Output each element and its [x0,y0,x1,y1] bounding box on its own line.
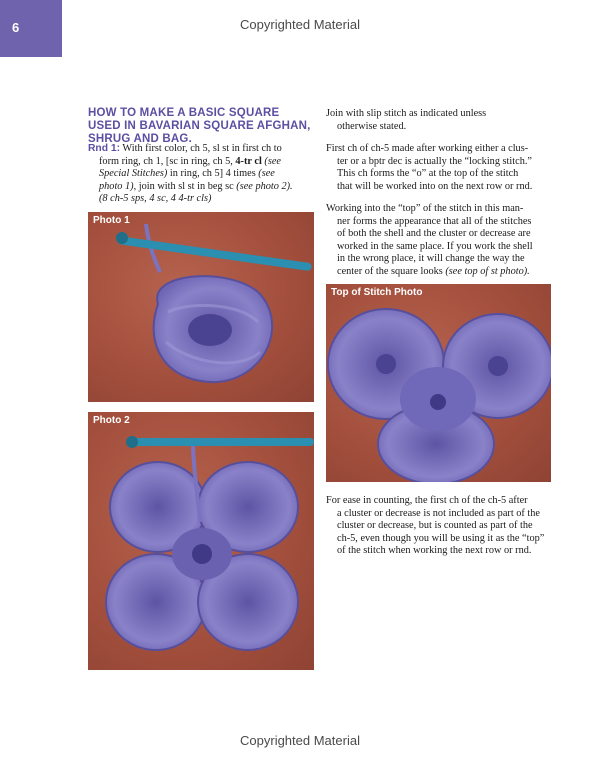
stitch-count: (8 ch-5 sps, 4 sc, 4 4-tr cls) [99,193,212,205]
paragraph-line: cluster or decrease, but is counted as part of the [337,520,533,532]
round-text: (see photo 2). [236,180,293,192]
heading-line-2: USED IN BAVARIAN SQUARE AFGHAN, [88,120,311,132]
paragraph-line: ch-5, even though you will be using it as the “top” [337,532,545,544]
paragraph-line: in the wrong place, it will change the way the [337,253,525,265]
round-text: (see [261,155,281,167]
paragraph-line: This ch forms the “o” at the top of the stitch [337,168,519,180]
note-slip-stitch [326,108,566,133]
paragraph-line: that will be worked into on the next row or rnd. [337,180,533,192]
round-label: Rnd 1: [88,143,121,154]
paragraph-line: ner forms the appearance that all of the stitches [337,215,532,227]
top-of-stitch-label: Top of Stitch Photo [331,287,423,298]
paragraph-line: For ease in counting, the first ch of the ch-5 after [326,495,528,506]
copyright-watermark-bottom: Copyrighted Material [240,733,360,748]
photo-1 [88,212,314,402]
photo-1-label: Photo 1 [93,215,130,226]
photo-2 [88,412,314,670]
copyright-watermark-top: Copyrighted Material [240,17,360,32]
stitch-name: 4-tr cl [235,155,262,167]
heading-line-1: HOW TO MAKE A BASIC SQUARE [88,107,280,119]
photo-2-label: Photo 2 [93,415,130,426]
paragraph-line: Join with slip stitch as indicated unless [326,108,487,119]
section-heading [88,107,318,146]
paragraph-line: of the stitch when working the next row or rnd. [337,545,532,557]
heading-line-3: SHRUG AND BAG. [88,133,192,145]
top-of-stitch-photo [326,284,551,482]
paragraph-line: worked in the same place. If you work the shell [337,240,533,252]
round-1-instructions [88,143,314,206]
paragraph-line: center of the square looks [337,265,446,277]
paragraph-reference: (see top of st photo). [445,265,530,277]
paragraph-line: First ch of ch-5 made after working either a clus- [326,143,529,154]
paragraph-line: a cluster or decrease is not included as part of the [337,507,540,519]
paragraph-line: otherwise stated. [337,120,407,132]
photo-2-illustration [88,412,314,670]
round-text: With first color, ch 5, sl st in first ch to [120,143,282,154]
round-text: , join with sl st in beg sc [133,180,237,192]
page-number: 6 [12,20,20,35]
paragraph-line: of both the shell and the cluster or decrease are [337,228,531,240]
round-text: Special Stitches) [99,168,168,180]
paragraph-line: ter or a bptr dec is actually the “locking stitch.” [337,155,532,167]
note-counting [326,495,566,558]
paragraph-line: Working into the “top” of the stitch in this man- [326,203,524,214]
note-working-top [326,203,566,279]
round-text: photo 1) [99,180,134,192]
top-of-stitch-illustration [326,284,551,482]
round-text: in ring, ch 5] 4 times [167,168,259,180]
photo-1-illustration [88,212,314,402]
round-text: (see [258,168,275,180]
note-locking-stitch [326,143,566,193]
round-text: form ring, ch 1, [sc in ring, ch 5, [99,155,236,167]
